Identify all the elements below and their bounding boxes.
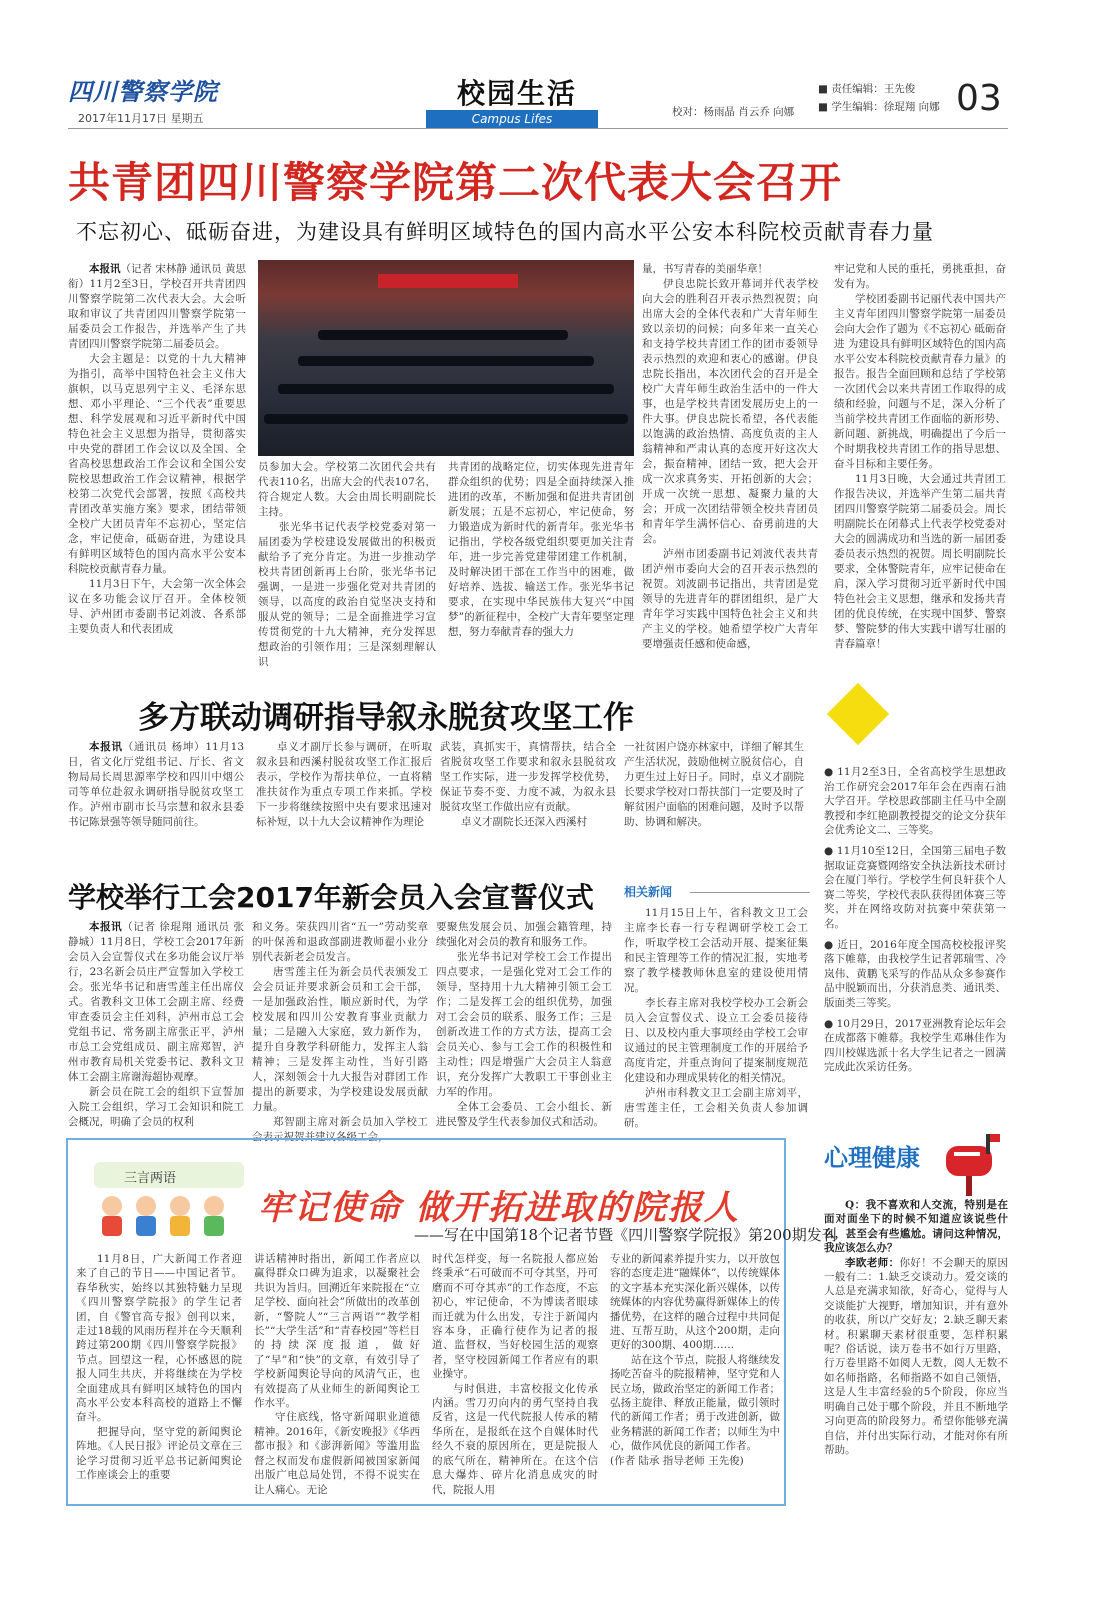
article2-col1: [68, 740, 244, 852]
editorial-col2b: 守住底线，恪守新闻职业道德精神。2016年，《新安晚报》《华西都市报》和《澎湃新闻》等滥用监督之权而发布虚假新闻被国家新闻出版广电总局处罚，不得不说实在让人痛心。无论: [254, 1411, 420, 1496]
article1-col4c: 泸州市团委副书记刘波代表共青团泸州市委向大会的召开表示热烈的祝贺。刘波副书记指出，共青团是党领导的先进青年的群团组织，是广大青年学习实践中国特色社会主义和共产主义的学校。她希望学校广大青年要增强责任感和使命感，: [642, 548, 818, 650]
psychology-qa: [824, 1198, 1008, 1504]
section-title: 校园生活: [456, 77, 577, 110]
article3-col2: [252, 920, 428, 1143]
editorial-author: (作者 陆承 指导老师 王先俊): [610, 1454, 744, 1467]
article2-lead: 本报讯: [89, 741, 123, 753]
article3-col4: [624, 906, 808, 1132]
editorial-col1: [76, 1252, 242, 1502]
photo-row: [278, 384, 614, 394]
article1-col4: [642, 262, 818, 657]
editorial-col1b: 把握导向，坚守党的新闻舆论阵地。《人民日报》评论员文章在三论学习贯彻习近平总书记新闻舆论工作座谈会上的重要: [76, 1425, 242, 1482]
photo-row: [264, 414, 628, 424]
page-number: 03: [956, 78, 1002, 119]
article1-col1c: 11月3日下午，大会第一次全体会议在多功能会议厅召开。全体校领导、泸州团市委副书记刘波、各系部主要负责人和代表团成: [68, 578, 246, 635]
editorial-col4b: 站在这个节点，院报人将继续发扬吃苦奋斗的院报精神，坚守党和人民立场，做政治坚定的新闻工作者；弘扬主旋律、释放正能量，做引领时代的新闻工作者；勇于改进创新，做业务精湛的新闻工作者；以师生为中心，做作风优良的新闻工作者。: [610, 1353, 780, 1453]
article3-col1-text: （记者 徐琨翔 通讯员 张静城）11月8日，学校工会2017年新会员入会宣誓仪式在多功能会议厅举行，23名新会员庄严宣誓加入学校工会。张光华书记和唐雪莲主任出席仪式。省教科文卫体工会副主席、经费审查委员会主任刘科，泸州市总工会党组书记、常务副主席张正平，泸州市总工会党组成员、副主席郑智，泸州市教育局机关党委书记、教科文卫体工会副主席谢海超协观摩。: [68, 921, 245, 1083]
article1-col5c: 11月3日晚，大会通过共青团工作报告决议，并选举产生第二届共青团四川警察学院第二届委员会。周长明副院长在闭幕式上代表学校党委对大会的圆满成功和当选的新一届团委委员表示热烈的祝贺。周长明副院长要求，全体警院青年，应牢记使命在肩，深入学习贯彻习近平新时代中国特色社会主义思想，继承和发扬共青团的优良传统，在实现中国梦、警察梦、警院梦的伟大实践中谱写壮丽的青春篇章！: [834, 473, 1006, 650]
psychology-answer-label: 李欧老师：: [845, 1256, 900, 1269]
news-briefs: [824, 765, 1006, 1085]
article1-lead: 本报讯: [89, 263, 121, 275]
article2-col3b: 卓义才副院长还深入西溪村: [461, 816, 587, 828]
editor-student: ■ 学生编辑：徐琨翔 向娜: [818, 101, 940, 113]
issue-date: 2017年11月17日 星期五: [78, 112, 204, 125]
masthead-divider: [68, 128, 1008, 129]
editorial-col3: [432, 1252, 598, 1502]
article3-col2a: 和义务。荣获四川省“五一”劳动奖章的叶保善和退政部副进教师翟小业分别代表新老会员发言。: [252, 921, 428, 963]
article2-col2: [256, 740, 432, 852]
article3-col3: [436, 920, 612, 1132]
editorial-title: 牢记使命 做开拓进取的院报人: [258, 1188, 740, 1228]
brief-item: ● 近日，2016年度全国高校校报评奖落下帷幕，由我校学生记者郭瑞雪、冷岚伟、黄鹏飞采写的作品从众多参赛作品中脱颖而出，分获消息类、通讯类、版面类三等奖。: [824, 938, 1006, 1009]
article1-col5a: 牢记党和人民的重托，勇挑重担，奋发有为。: [834, 263, 1006, 290]
article2-headline: 多方联动调研指导叙永脱贫攻坚工作: [138, 700, 634, 736]
related-news-label: 相关新闻: [624, 885, 673, 899]
related-news-rule: [690, 892, 810, 893]
article3-col3b: 张光华书记对学校工会工作提出四点要求，一是强化党对工会工作的领导，坚持用十九大精神引领工会工作；二是发挥工会的组织优势，加强对工会会员的联系、服务工作；三是创新改进工作的方式方法，提高工会会员关心、参与工会工作的积极性和主动性；四是增强广大会员主人翁意识，充分发挥广大教职工干事创业主力军的作用。: [436, 951, 612, 1098]
conference-photo: [258, 260, 634, 456]
article2-col1-text: （通讯员 杨坤）11月13日，省文化厅党组书记、厅长、省文物局局长周思源率学校和四川中烟公司等单位赴叙永调研指导脱贫攻坚工作。泸州市副市长马宗慧和叙永县委书记陈景强等领导随同前往。: [68, 741, 245, 828]
article1-col1b: 大会主题是：以党的十九大精神为指引，高举中国特色社会主义伟大旗帜，以马克思列宁主义、毛泽东思想、邓小平理论、“三个代表”重要思想、科学发展观和习近平新时代中国特色社会主义思想为指导，贯彻落实中央党的群团工作会议以及全国、全省高校思想政治工作会议和全国公安院校思想政治工作会议精神，根据学校第二次党代会部署，按照《高校共青团改革实施方案》要求，团结带领全校广大团员青年不忘初心，坚定信念，牢记使命，砥砺奋进，为建设具有鲜明区域特色的国内高水平公安本科院校贡献青春力量。: [68, 353, 246, 575]
article3-col1b: 新会员在院工会的组织下宣誓加入院工会组织，学习工会知识和院工会概况，明确了会员的权利: [68, 1086, 244, 1128]
editorial-col4: [610, 1252, 780, 1502]
mailbox-icon: [936, 1128, 1006, 1198]
article1-col1: [68, 262, 246, 657]
psychology-title: 心理健康: [824, 1143, 920, 1172]
article2-col4-text: 一社贫困户饶亦林家中，详细了解其生产生活状况，鼓励他树立脱贫信心，自力更生过上好日子。同时，卓义才副院长要求学校对口帮扶部门一定要及时了解贫困户面临的困难问题，及时予以帮助、协调和解决。: [624, 741, 804, 828]
cartoon-figures-icon: [94, 1160, 244, 1238]
article3-col2c: 郑智副主席对新会员加入学校工会表示祝贺并建议各级工会，: [252, 1116, 428, 1143]
photo-banner: [378, 274, 518, 288]
article3-col3c: 全体工会委员、工会小组长、新进民警及学生代表参加仪式和活动。: [436, 1101, 612, 1128]
newspaper-logo: 四川警察学院: [68, 77, 218, 106]
psychology-question: Q：我不喜欢和人交流，特别是在面对面坐下的时候不知道应该说些什么，甚至会有些尴尬。请问这种情况，我应该怎么办？: [824, 1199, 1008, 1255]
article3-col4a: 11月15日上午，省科教文卫工会主席李长春一行专程调研学校工会工作，听取学校工会活动开展、提案征集和民主管理等工作的情况汇报，实地考察了教学楼教师休息室的建设使用情况。: [624, 907, 808, 994]
editorial-col3a: 时代怎样变，每一名院报人都应始终秉承“石可破而不可夺其坚，丹可磨而不可夺其赤”的工作态度，不忘初心，牢记使命，不为博读者眼球而迁就为什么出发，专注于新闻内容本身，正确行使作为记者的报道、监督权，当好校园生活的观察者，坚守校园新闻工作者应有的职业操守。: [432, 1253, 598, 1381]
editorial-col2a: 讲话精神时指出，新闻工作者应以赢得群众口碑为追求，以凝聚社会共识为旨归。回溯近年来院报在“立足学校、面向社会”所做出的改革创新，“警院人”“三言两语”“教学相长”“大学生活”和“青春校园”等栏目的持续深度报道，做好了“早”和“快”的文章，有效引导了学校新闻舆论导向的风清气正，也有效提高了从业师生的新闻舆论工作水平。: [254, 1253, 420, 1410]
brief-item: ● 11月10至12日，全国第三届电子数据取证竞赛暨网络安全执法新技术研讨会在厦门举行。学校学生何良轩获个人赛二等奖，学校代表队获得团体赛三等奖，并在网络攻防对抗赛中荣获第一名。: [824, 844, 1006, 930]
article3-col4c: 泸州市科教文卫工会副主席刘平，唐雪莲主任，工会相关负责人参加调研。: [624, 1087, 808, 1129]
article3-col4b: 李长春主席对我校学校办工会新会员入会宣誓仪式、设立工会委员接待日、以及校内重大事项经由学校工会审议通过的民主管理制度工作的开展给予高度肯定，并重点询问了提案制度规范化建设和办理成果转化的相关情况。: [624, 997, 808, 1084]
editor-credits: [818, 80, 940, 116]
editorial-col3b: 与时俱进，丰富校报文化传承内涵。雪刀刃向内的勇气坚持自我反省，这是一代代院报人传承的精华所在，是报纸在这个自媒体时代经久不衰的原因所在，更是院报人的底气所在，精神所在。在这个信息大爆炸、碎片化消息成灾的时代，院报人用: [432, 1382, 598, 1496]
photo-row: [298, 356, 594, 366]
photo-row: [318, 330, 568, 340]
article3-lead: 本报讯: [89, 921, 123, 933]
brief-item: ● 10月29日，2017亚洲教育论坛年会在成都落下帷幕。我校学生邓琳佳作为四川校媒选派十名大学生记者之一圆满完成此次采访任务。: [824, 1017, 1006, 1074]
article3-col3a: 要聚焦发展会员、加强会籍管理，持续强化对会员的教育和服务工作。: [436, 921, 612, 948]
article2-col3: [440, 740, 616, 852]
editorial-col4a: 专业的新闻素养提升实力，以开放包容的态度走进“融媒体”，以传统媒体的文字基本充实深化新兴媒体，以传统媒体的内容优势赢得新媒体上的传播优势，在这样的融合过程中共同促进、互帮互助，从这个200期，走向更好的300期、400期……: [610, 1253, 780, 1352]
article3-col2b: 唐雪莲主任为新会员代表颁发工会会员证并要求新会员和工会干部，一是加强政治性，顺应新时代，为学校发展和四川公安教育事业贡献力量；二是融入大家庭，致力新作为，提升自身教学科研能力，发挥主人翁精神；三是发挥主动性，当好引路人，深刻领会十九大报告对群团工作提出的新要求，为学校建设发展贡献力量。: [252, 966, 428, 1113]
article1-col2: [258, 460, 436, 668]
article2-col3-text: 武装，真抓实干，真情帮扶，结合全省脱贫攻坚工作要求和叙永县脱贫攻坚工作实际，进一步发挥学校优势，保证节奏不变、力度不减，为叙永县脱贫攻坚工作做出应有贡献。: [440, 741, 616, 813]
cartoon-label: 三言两语: [124, 1171, 177, 1186]
article1-subhead: 不忘初心、砥砺奋进，为建设具有鲜明区域特色的国内高水平公安本科院校贡献青春力量: [76, 220, 934, 244]
editorial-col1a: 11月8日，广大新闻工作者迎来了自己的节日——中国记者节。春华秋实，始终以其独特魅力呈现《四川警察学院报》的学生记者团，自《警官高专报》创刊以来，走过18载的风雨历程并在今天顺利跨过第200期《四川警察学院报》节点。回望这一程，心怀感恩的院报人同生共庆，并将继续在为学校全面建成具有鲜明区域特色的国内高水平公安本科高校的道路上不懈奋斗。: [76, 1253, 242, 1424]
article2-col4: [624, 740, 804, 852]
article1-col2b: 张光华书记代表学校党委对第一届团委为学校建设发展做出的积极贡献给予了充分肯定。为进一步推动学校共青团创新再上台阶，张光华书记强调，一是进一步强化党对共青团的领导，以高度的政治自觉坚决支持和服从党的领导；二是全面推进学习宣传贯彻党的十九大精神，充分发挥思想政治的引领作用；三是深刻理解认识: [258, 521, 436, 668]
article1-col3: [448, 460, 634, 657]
article1-col4b: 伊良忠院长致开幕词并代表学校向大会的胜利召开表示热烈祝贺；向出席大会的全体代表和广大青年师生致以亲切的问候；向多年来一直关心和支持学校共青团工作的团市委领导表示热烈的欢迎和衷心的感谢。伊良忠院长指出，本次团代会的召开是全校广大青年师生政治生活中的一件大事，也是学校共青团发展历史上的一件大事。伊良忠院长希望，各代表能以饱满的政治热情、高度负责的主人翁精神和严肃认真的态度开好这次大会，振奋精神，团结一致，把大会开成一次求真务实、开拓创新的大会；开成一次统一思想、凝聚力量的大会；开成一次团结带领全校共青团员和青年学生满怀信心、奋勇前进的大会。: [642, 278, 818, 545]
article1-col5b: 学校团委副书记丽代表中国共产主义青年团四川警察学院第一届委员会向大会作了题为《不忘初心 砥砺奋进 为建设具有鲜明区域特色的国内高水平公安本科院校贡献青春力量》的报告。报告全面回顾和总结了学校第一次团代会以来共青团工作取得的成绩和经验，问题与不足，深入分析了当前学校共青团工作面临的新形势、新问题、新挑战，明确提出了今后一个时期我校共青团工作的指导思想、奋斗目标和主要任务。: [834, 293, 1006, 470]
article1-col4a: 量，书写青春的美丽华章！: [642, 263, 768, 275]
article1-col3-text: 共青团的战略定位，切实体现先进青年群众组织的优势；四是全面持续深入推进团的改革，不断加强和促进共青团创新发展；五是不忘初心，牢记使命，努力锻造成为新时代的新青年。张光华书记指出，学校各级党组织要更加关注青年，进一步完善党建带团建工作机制，及时解决团干部在工作当中的困难，做好培养、选拔、输送工作。张光华书记要求，在实现中华民族伟大复兴“中国梦”的新征程中，全校广大青年要坚定理想，努力奉献青春的强大力: [448, 461, 634, 638]
article3-col1: [68, 920, 244, 1132]
article1-headline: 共青团四川警察学院第二次代表大会召开: [68, 158, 843, 207]
psychology-answer: 你好！不会聊天的原因一般有二：1.缺乏交谈动力。爱交谈的人总是充满求知欲，好奇心，觉得与人交谈能扩大视野，增加知识，并有意外的收获，所以广交好友；2.缺乏聊天素材。积累聊天素材很重要，怎样积累呢？俗话说，读万卷书不如行万里路，行万卷里路不如阅人无数，阅人无数不如名师指路，名师指路不如自己领悟，这是人生丰富经验的5个阶段，你应当明确自己处于哪个阶段，并且不断地学习向更高的阶段努力。希望你能够充满自信，并付出实际行动，才能对你有所帮助。: [824, 1256, 1009, 1456]
article2-col2-text: 卓义才副厅长参与调研，在听取叙永县和西溪村脱贫攻坚工作汇报后表示，学校作为帮扶单位，一直将精准扶贫作为重点专项工作来抓。学校下一步将继续按照中央有要求迅速对标补短，以十九大会议精神作为理论: [256, 741, 432, 828]
section-subtitle: Campus Lifes: [426, 110, 598, 128]
article1-col2a: 员参加大会。学校第二次团代会共有代表110名，出席大会的代表107名，符合规定人数。大会由周长明副院长主持。: [258, 461, 436, 518]
editorial-col2: [254, 1252, 420, 1502]
briefs-diamond-icon: [827, 683, 889, 745]
article3-headline: 学校举行工会2017年新会员入会宣誓仪式: [68, 881, 594, 914]
editor-duty: ■ 责任编辑：王先俊: [818, 83, 916, 95]
article1-col1-text: （记者 宋林静 通讯员 黄思衔）11月2至3日，学校召开共青团四川警察学院第二次代表大会。大会听取和审议了共青团四川警察学院第一届委员会工作报告，并选举产生了共青团四川警察学院第二届委员会。: [68, 263, 247, 350]
article1-col5: [834, 262, 1006, 657]
editorial-subtitle: ——写在中国第18个记者节暨《四川警察学院报》第200期发刊: [414, 1226, 837, 1244]
brief-item: ● 11月2至3日，全省高校学生思想政治工作研究会2017年年会在西南石油大学召开。学校思政部副主任马中全副教授和李红艳副教授提交的论文分获年会优秀论文二、三等奖。: [824, 766, 1006, 837]
proofreaders: 校对：杨雨晶 肖云乔 向娜: [672, 106, 795, 118]
